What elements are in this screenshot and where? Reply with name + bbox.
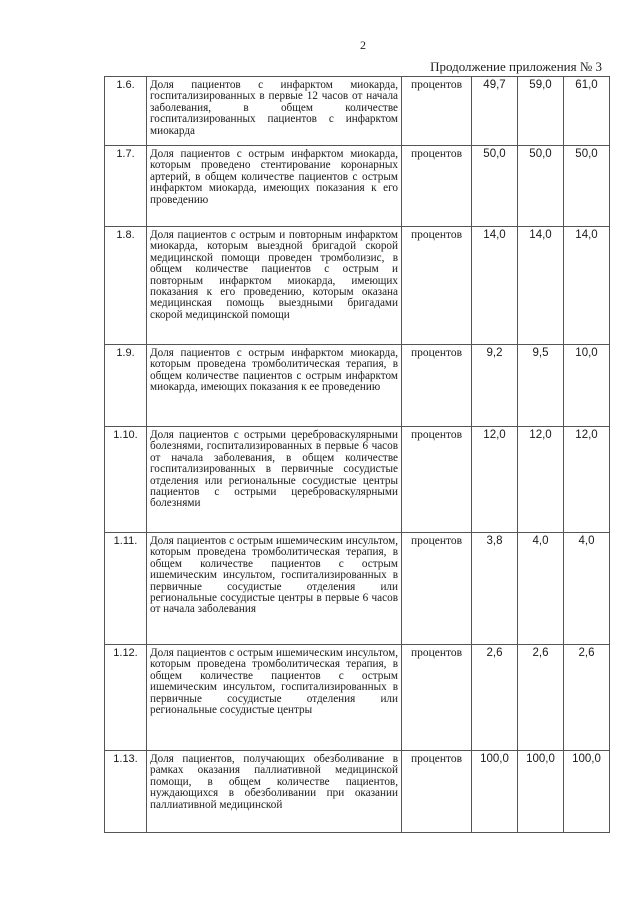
table-row: [105, 345, 610, 427]
value-cell-1: 12,0: [472, 427, 518, 533]
indicator-description-cell: Доля пациентов с острыми цереброваскулярными болезнями, госпитализированных в первые 6 часов от начала заболевания, в общем количестве госпитализированных в первичные сосудистые отделения или региональные сосудистые центры пациентов с острыми цереброваскулярными болезнями: [147, 427, 402, 533]
table-row: [105, 645, 610, 751]
row-number-cell: 1.6.: [105, 77, 147, 146]
value-cell-1: 3,8: [472, 533, 518, 645]
continuation-heading: Продолжение приложения № 3: [430, 59, 602, 74]
indicator-description-cell: Доля пациентов с острым и повторным инфарктом миокарда, которым выездной бригадой скорой медицинской помощи проведен тромболизис, в общем количестве пациентов с острым и повторным инфарктом миокарда, имеющих показания к его проведению, которым оказана медицинская помощь выездными бригадами скорой медицинской помощи: [147, 227, 402, 345]
value-cell-1: 9,2: [472, 345, 518, 427]
row-number-cell: 1.7.: [105, 146, 147, 227]
unit-cell: процентов: [402, 77, 472, 146]
unit-cell: процентов: [402, 345, 472, 427]
table-row: [105, 427, 610, 533]
unit-cell: процентов: [402, 533, 472, 645]
indicator-description-cell: Доля пациентов с инфарктом миокарда, госпитализированных в первые 12 часов от начала заболевания, в общем количестве госпитализированных пациентов с инфарктом миокарда: [147, 77, 402, 146]
value-cell-1: 50,0: [472, 146, 518, 227]
value-cell-1: 2,6: [472, 645, 518, 751]
value-cell-3: 50,0: [564, 146, 610, 227]
unit-cell: процентов: [402, 427, 472, 533]
unit-cell: процентов: [402, 645, 472, 751]
indicator-description-cell: Доля пациентов с острым инфарктом миокарда, которым проведена тромболитическая терапия, в общем количестве пациентов с острым инфарктом миокарда, имеющих показания к ее проведению: [147, 345, 402, 427]
value-cell-3: 12,0: [564, 427, 610, 533]
row-number-cell: 1.11.: [105, 533, 147, 645]
row-number-cell: 1.10.: [105, 427, 147, 533]
value-cell-2: 12,0: [518, 427, 564, 533]
indicators-table: [104, 76, 610, 833]
row-number-cell: 1.8.: [105, 227, 147, 345]
indicator-description-cell: Доля пациентов с острым инфарктом миокарда, которым проведено стентирование коронарных артерий, в общем количестве пациентов с острым инфарктом миокарда, имеющих показания к его проведению: [147, 146, 402, 227]
table-row: [105, 146, 610, 227]
table-row: [105, 533, 610, 645]
value-cell-1: 100,0: [472, 751, 518, 833]
table-body: [105, 77, 610, 833]
value-cell-2: 59,0: [518, 77, 564, 146]
value-cell-2: 50,0: [518, 146, 564, 227]
value-cell-3: 14,0: [564, 227, 610, 345]
value-cell-2: 100,0: [518, 751, 564, 833]
value-cell-2: 2,6: [518, 645, 564, 751]
row-number-cell: 1.9.: [105, 345, 147, 427]
indicator-description-cell: Доля пациентов, получающих обезболивание в рамках оказания паллиативной медицинской помощи, в общем количестве пациентов, нуждающихся в обезболивании при оказании паллиативной медицинской: [147, 751, 402, 833]
unit-cell: процентов: [402, 146, 472, 227]
indicator-description-cell: Доля пациентов с острым ишемическим инсультом, которым проведена тромболитическая терапия, в общем количестве пациентов с острым ишемическим инсультом, госпитализированных в первичные сосудистые отделения или региональные сосудистые центры: [147, 645, 402, 751]
table-row: [105, 751, 610, 833]
value-cell-2: 4,0: [518, 533, 564, 645]
value-cell-1: 14,0: [472, 227, 518, 345]
value-cell-2: 9,5: [518, 345, 564, 427]
unit-cell: процентов: [402, 227, 472, 345]
value-cell-3: 61,0: [564, 77, 610, 146]
value-cell-3: 100,0: [564, 751, 610, 833]
value-cell-3: 10,0: [564, 345, 610, 427]
row-number-cell: 1.13.: [105, 751, 147, 833]
table-row: [105, 77, 610, 146]
table-row: [105, 227, 610, 345]
unit-cell: процентов: [402, 751, 472, 833]
row-number-cell: 1.12.: [105, 645, 147, 751]
value-cell-1: 49,7: [472, 77, 518, 146]
value-cell-3: 4,0: [564, 533, 610, 645]
value-cell-3: 2,6: [564, 645, 610, 751]
indicator-description-cell: Доля пациентов с острым ишемическим инсультом, которым проведена тромболитическая терапия, в общем количестве пациентов с острым ишемическим инсультом, госпитализированных в первичные сосудистые отделения или региональные сосудистые центры в первые 6 часов от начала заболевания: [147, 533, 402, 645]
page-number: 2: [360, 38, 366, 52]
value-cell-2: 14,0: [518, 227, 564, 345]
